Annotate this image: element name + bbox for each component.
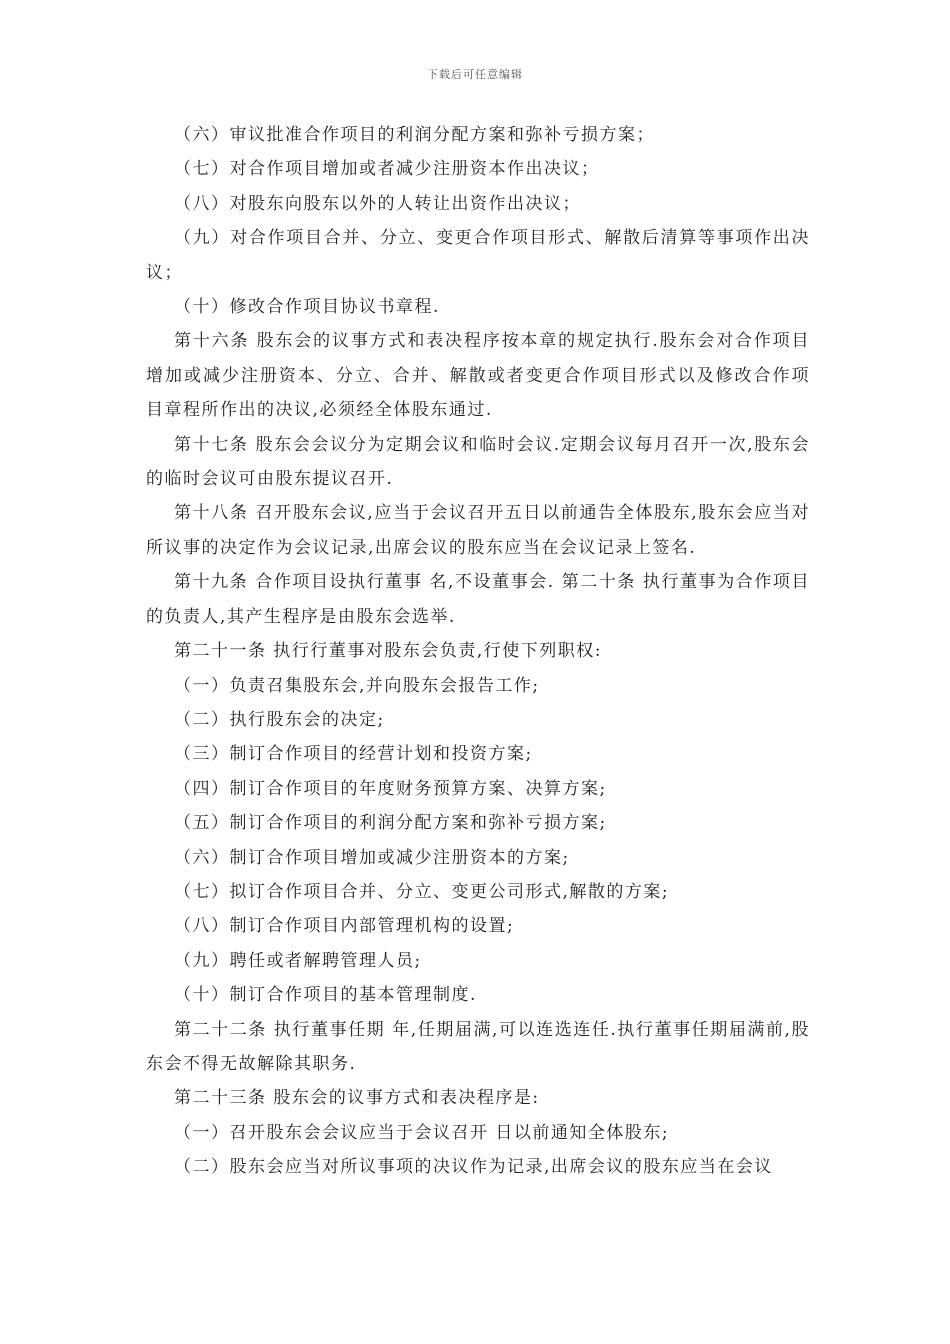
list-item-duty-2: （二）执行股东会的决定; — [174, 709, 385, 730]
list-item-duty-7: （七）拟订合作项目合并、分立、变更公司形式,解散的方案; — [174, 881, 670, 902]
paragraph-article-21: 第二十一条 执行行董事对股东会负责,行使下列职权: — [174, 641, 603, 662]
paragraph-article-23: 第二十三条 股东会的议事方式和表决程序是: — [174, 1088, 540, 1109]
paragraph-item-6-approve-profit: （六）审议批准合作项目的利润分配方案和弥补亏损方案； — [174, 125, 655, 145]
list-item-duty-3: （三）制订合作项目的经营计划和投资方案; — [174, 744, 533, 765]
document-body — [146, 118, 810, 1185]
list-item-duty-6: （六）制订合作项目增加或减少注册资本的方案; — [174, 847, 570, 868]
list-item-duty-9: （九）聘任或者解聘管理人员; — [174, 950, 422, 971]
paragraph-item-9-merger: （九）对合作项目合并、分立、变更合作项目形式、解散后清算等事项作出决议； — [146, 228, 810, 283]
list-item-procedure-2: （二）股东会应当对所议事项的决议作为记录,出席会议的股东应当在会议 — [174, 1157, 773, 1178]
paragraph-item-10-amend: （十）修改合作项目协议书章程. — [174, 297, 440, 318]
paragraph-item-7-capital-change: （七）对合作项目增加或者减少注册资本作出决议； — [174, 159, 600, 180]
paragraph-article-19-20: 第十九条 合作项目设执行董事 名,不设董事会. 第二十条 执行董事为合作项目的负责人,其产生程序是由股东会选举. — [146, 572, 810, 627]
list-item-duty-5: （五）制订合作项目的利润分配方案和弥补亏损方案; — [174, 813, 607, 834]
list-item-duty-1: （一）负责召集股东会,并向股东会报告工作; — [174, 675, 540, 696]
list-item-duty-8: （八）制订合作项目内部管理机构的设置; — [174, 916, 515, 937]
list-item-procedure-1: （一）召开股东会会议应当于会议召开 日以前通知全体股东; — [174, 1122, 670, 1143]
paragraph-item-8-transfer: （八）对股东向股东以外的人转让出资作出决议； — [174, 193, 581, 214]
paragraph-article-22: 第二十二条 执行董事任期 年,任期届满,可以连选连任.执行董事任期届满前,股东会不得无故解除其职务. — [146, 1019, 810, 1074]
paragraph-article-17: 第十七条 股东会会议分为定期会议和临时会议.定期会议每月召开一次,股东会的临时会议可由股东提议召开. — [146, 434, 810, 490]
page-header: 下载后可任意编辑 — [427, 68, 523, 81]
paragraph-article-18: 第十八条 召开股东会议,应当于会议召开五日以前通告全体股东,股东会应当对所议事的决定作为会议记录,出席会议的股东应当在会议记录上签名. — [146, 503, 810, 558]
list-item-duty-10: （十）制订合作项目的基本管理制度. — [174, 985, 477, 1006]
paragraph-article-16: 第十六条 股东会的议事方式和表决程序按本章的规定执行.股东会对合作项目增加或减少注册资本、分立、合并、解散或者变更合作项目形式以及修改合作项目章程所作出的决议,必须经全体股东通过. — [146, 331, 810, 421]
list-item-duty-4: （四）制订合作项目的年度财务预算方案、决算方案; — [174, 778, 607, 799]
